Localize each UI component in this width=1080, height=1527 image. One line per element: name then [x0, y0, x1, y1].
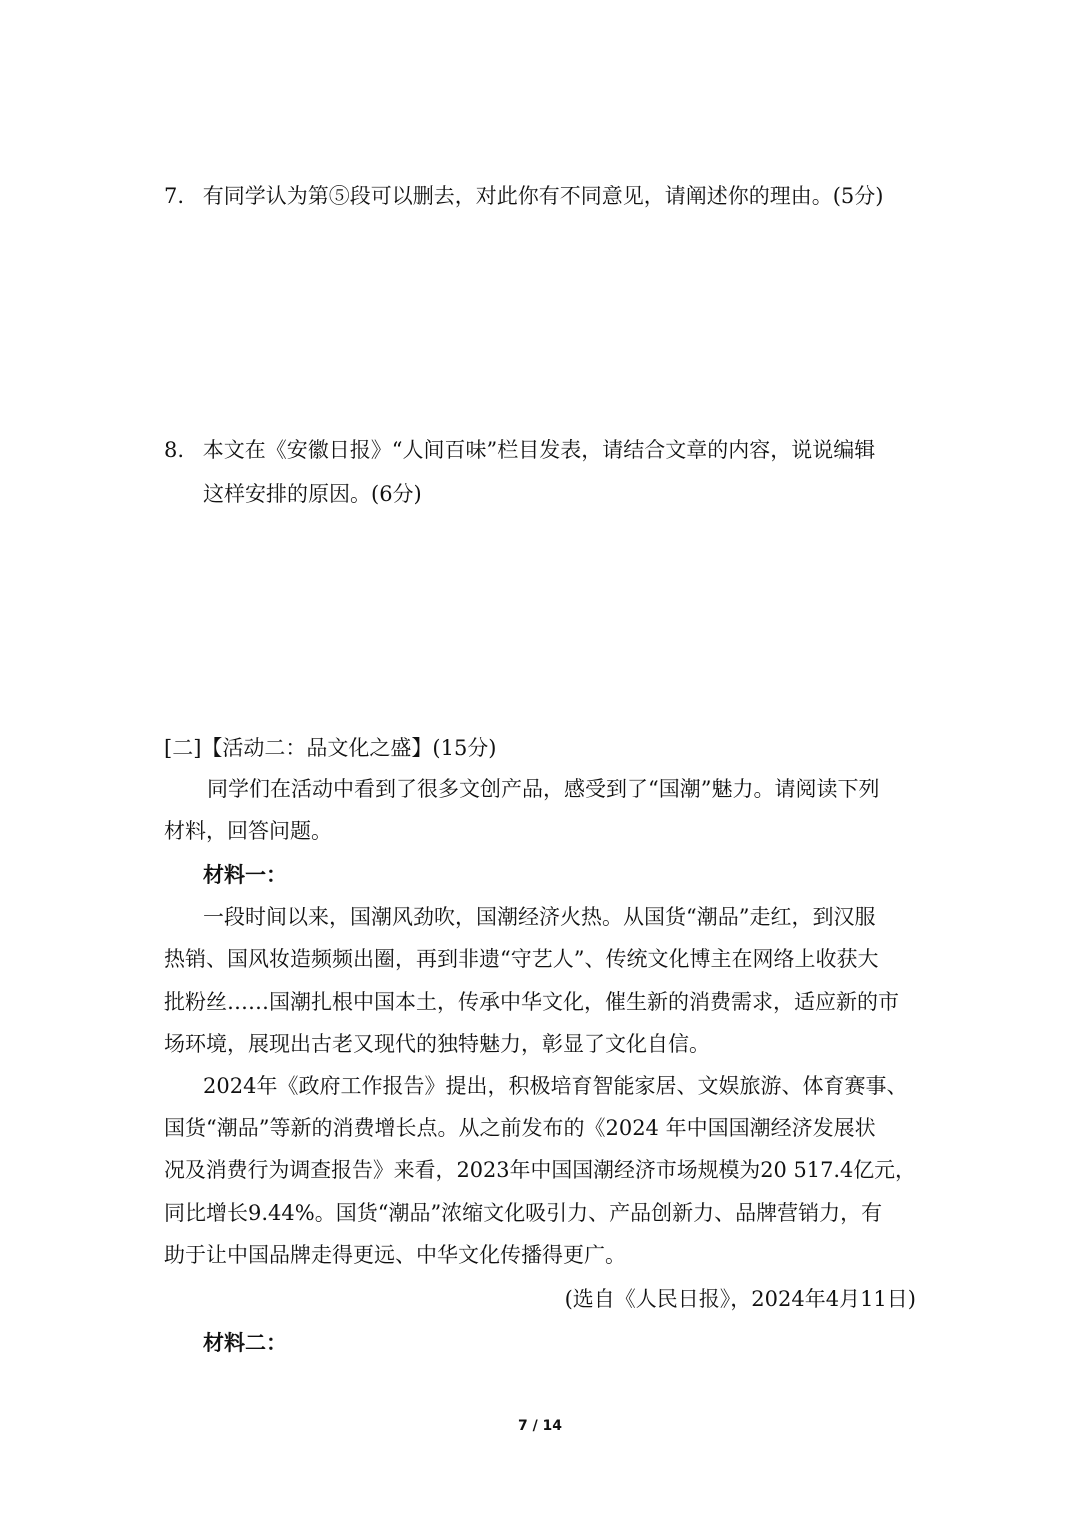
material-1-p1-line-2: 热销、国风妆造频频出圈，再到非遗“守艺人”、传统文化博主在网络上收获大 [164, 947, 879, 971]
material-1-label: 材料一： [203, 863, 287, 887]
material-1-p1-line-3: 批粉丝……国潮扎根中国本土，传承中华文化，催生新的消费需求，适应新的市 [164, 990, 899, 1014]
question-7 [164, 183, 883, 209]
material-1-p2-line-2: 国货“潮品”等新的消费增长点。从之前发布的《2024 年中国国潮经济发展状 [164, 1116, 876, 1140]
page-number: 7 / 14 [517, 1418, 563, 1434]
question-7-number: 7. [164, 184, 185, 208]
material-1-p1-line-4: 场环境，展现出古老又现代的独特魅力，彰显了文化自信。 [164, 1032, 710, 1056]
question-7-text: 有同学认为第⑤段可以删去，对此你有不同意见，请阐述你的理由。(5分) [202, 184, 884, 208]
intro-line-1: 同学们在活动中看到了很多文创产品，感受到了“国潮”魅力。请阅读下列 [207, 777, 880, 801]
material-1-p2-line-3: 况及消费行为调查报告》来看，2023年中国国潮经济市场规模为20 517.4亿元， [164, 1158, 916, 1182]
material-1-source: (选自《人民日报》，2024年4月11日) [564, 1287, 916, 1311]
section-heading: [二]【活动二：品文化之盛】(15分) [164, 736, 497, 760]
material-1-p1-line-1: 一段时间以来，国潮风劲吹，国潮经济火热。从国货“潮品”走红，到汉服 [203, 905, 876, 929]
material-1-p2-line-5: 助于让中国品牌走得更远、中华文化传播得更广。 [164, 1243, 626, 1267]
question-8-number: 8. [164, 438, 185, 462]
intro-line-2: 材料，回答问题。 [164, 819, 332, 843]
material-1-p2-line-4: 同比增长9.44%。国货“潮品”浓缩文化吸引力、产品创新力、品牌营销力，有 [164, 1201, 883, 1225]
question-8-line1: 本文在《安徽日报》“人间百味”栏目发表，请结合文章的内容，说说编辑 [202, 438, 876, 462]
question-8-line2: 这样安排的原因。(6分) [203, 482, 422, 506]
question-8 [164, 437, 875, 463]
material-2-label: 材料二： [203, 1331, 287, 1355]
material-1-p2-line-1: 2024年《政府工作报告》提出，积极培育智能家居、文娱旅游、体育赛事、 [203, 1074, 908, 1098]
